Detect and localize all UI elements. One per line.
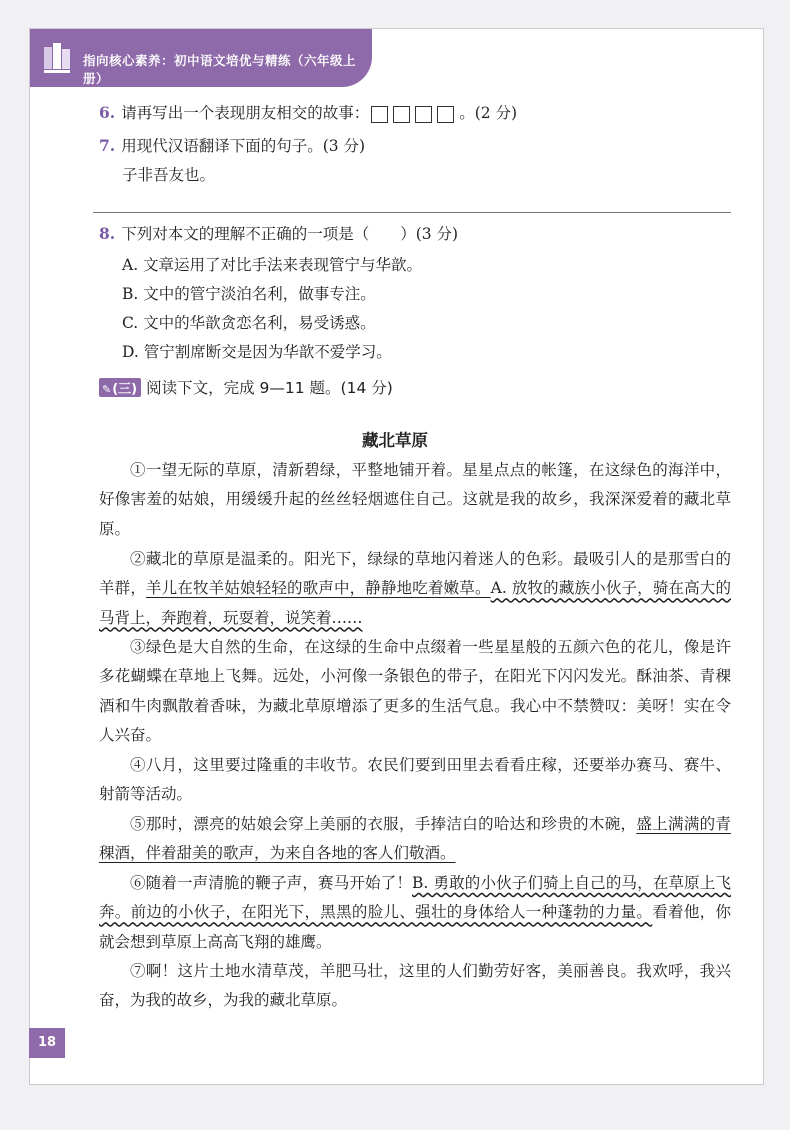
question-number: 6. xyxy=(99,103,116,122)
paragraph-4: ④八月，这里要过隆重的丰收节。农民们要到田里去看看庄稼，还要举办赛马、赛牛、射箭等活动。 xyxy=(99,756,731,804)
header-title: 指向核心素养：初中语文培优与精练（六年级上册） xyxy=(83,53,357,86)
answer-box[interactable] xyxy=(393,106,410,123)
question-6 xyxy=(99,101,517,123)
question-score: 。(2 分) xyxy=(459,104,518,122)
question-number: 8. xyxy=(99,224,116,243)
option-d[interactable]: D. 管宁割席断交是因为华歆不爱学习。 xyxy=(122,343,392,361)
question-8 xyxy=(99,222,458,244)
underlined-sentence: 盛上满满的青稞酒，伴着甜美的歌声，为来自各地的客人们敬酒。 xyxy=(99,815,731,863)
question-text: 用现代汉语翻译下面的句子。(3 分) xyxy=(121,137,366,155)
section-heading xyxy=(99,376,393,398)
underlined-sentence: 羊儿在牧羊姑娘轻轻的歌声中，静静地吃着嫩草。 xyxy=(146,579,491,598)
classical-sentence: 子非吾友也。 xyxy=(122,166,216,184)
page-number: 18 xyxy=(29,1028,65,1058)
question-number: 7. xyxy=(99,136,116,155)
answer-box[interactable] xyxy=(415,106,432,123)
paragraph-1: ①一望无际的草原，清新碧绿，平整地铺开着。星星点点的帐篷，在这绿色的海洋中，好像害羞的姑娘，用缓缓升起的丝丝轻烟遮住自己。这就是我的故乡，我深深爱着的藏北草原。 xyxy=(99,461,731,538)
wavy-sentence-a: A. 放牧的藏族小伙子，骑在高大的马背上，奔跑着，玩耍着，说笑着…… xyxy=(99,579,731,627)
book-icon xyxy=(44,43,70,73)
header-banner xyxy=(30,29,372,87)
section-instruction: 阅读下文，完成 9—11 题。(14 分) xyxy=(146,379,393,397)
question-text: 请再写出一个表现朋友相交的故事： xyxy=(121,104,370,122)
paragraph-6: ⑥随着一声清脆的鞭子声，赛马开始了！B. 勇敢的小伙子们骑上自己的马，在草原上飞奔。前边的小伙子，在阳光下，黑黑的脸儿、强壮的身体给人一种蓬勃的力量。看着他，你就会想到草原上高高飞翔的雄鹰。 xyxy=(99,874,731,951)
question-7 xyxy=(99,134,365,156)
answer-box[interactable] xyxy=(371,106,388,123)
paragraph-5: ⑤那时，漂亮的姑娘会穿上美丽的衣服，手捧洁白的哈达和珍贵的木碗，盛上满满的青稞酒，伴着甜美的歌声，为来自各地的客人们敬酒。 xyxy=(99,815,731,863)
answer-boxes[interactable] xyxy=(371,105,459,124)
option-a[interactable]: A. 文章运用了对比手法来表现管宁与华歆。 xyxy=(122,256,423,274)
paragraph-3: ③绿色是大自然的生命，在这绿的生命中点缀着一些星星般的五颜六色的花儿，像是许多花蝴蝶在草地上飞舞。远处，小河像一条银色的带子，在阳光下闪闪发光。酥油茶、青稞酒和牛肉飘散着香味，为藏北草原增添了更多的生活气息。我心中不禁赞叹：美呀！实在令人兴奋。 xyxy=(99,638,731,744)
wavy-sentence-b: B. 勇敢的小伙子们骑上自己的马，在草原上飞奔。前边的小伙子，在阳光下，黑黑的脸儿、强壮的身体给人一种蓬勃的力量。 xyxy=(99,874,731,922)
section-badge: ✎(三) xyxy=(99,378,141,397)
article-title: 藏北草原 xyxy=(362,431,428,450)
paragraph-2: ②藏北的草原是温柔的。阳光下，绿绿的草地闪着迷人的色彩。最吸引人的是那雪白的羊群，羊儿在牧羊姑娘轻轻的歌声中，静静地吃着嫩草。A. 放牧的藏族小伙子，骑在高大的马背上，奔跑着，玩耍着，说笑着…… xyxy=(99,550,731,627)
answer-line[interactable] xyxy=(93,212,731,213)
question-text: 下列对本文的理解不正确的一项是（ ）(3 分) xyxy=(121,225,459,243)
pen-icon: ✎ xyxy=(102,383,112,396)
option-b[interactable]: B. 文中的管宁淡泊名利，做事专注。 xyxy=(122,285,376,303)
paragraph-7: ⑦啊！这片土地水清草茂，羊肥马壮，这里的人们勤劳好客，美丽善良。我欢呼，我兴奋，为我的故乡，为我的藏北草原。 xyxy=(99,962,731,1010)
answer-box[interactable] xyxy=(437,106,454,123)
option-c[interactable]: C. 文中的华歆贪恋名利，易受诱惑。 xyxy=(122,314,376,332)
